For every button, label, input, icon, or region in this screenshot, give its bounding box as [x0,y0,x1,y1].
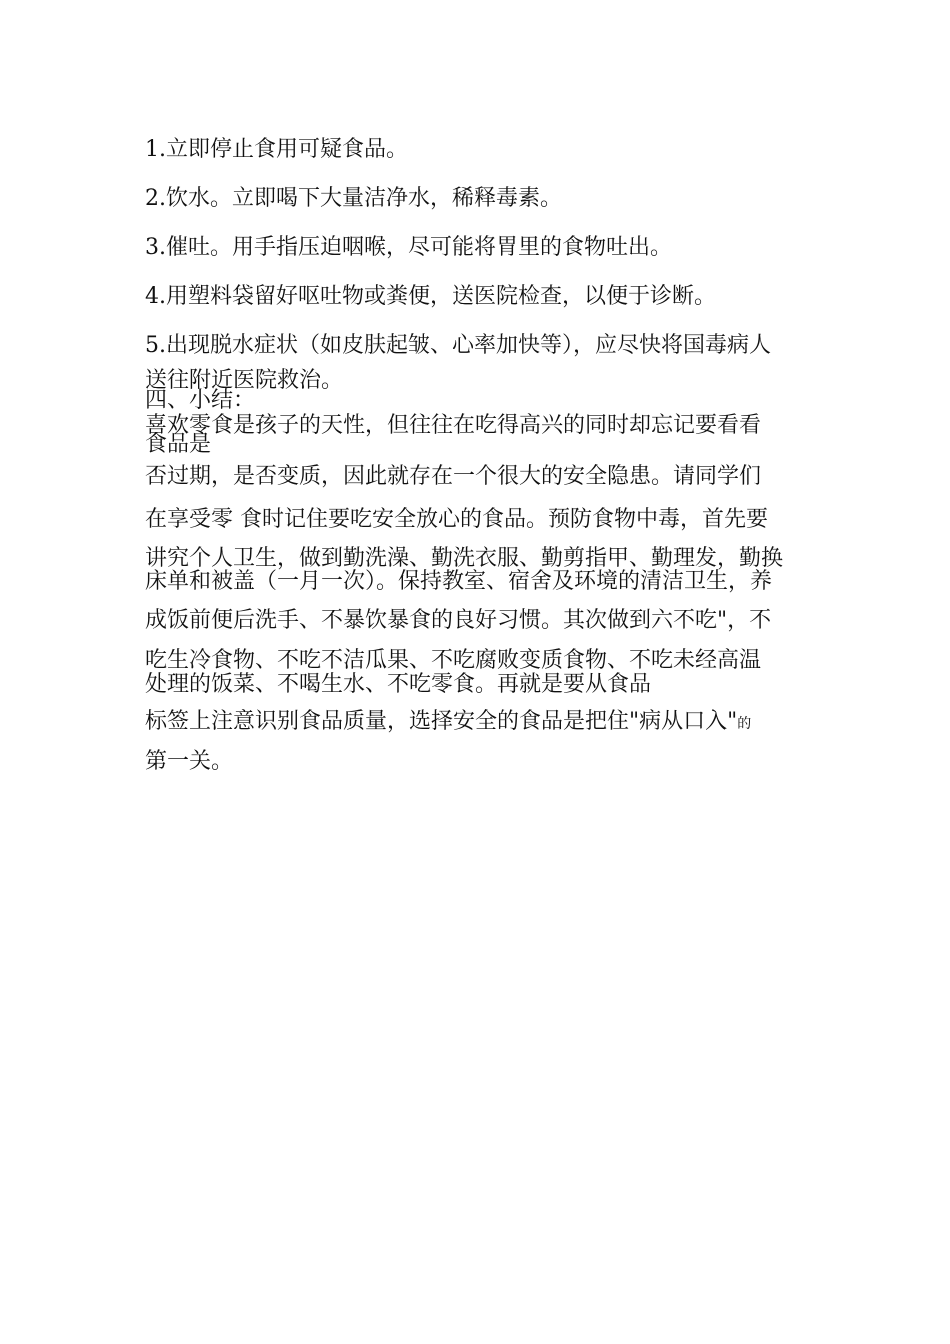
summary-line-6: 床单和被盖（一月一次）。保持教室、宿舍及环境的清洁卫生，养 [145,569,773,594]
step-2: 2.饮水。立即喝下大量洁净水，稀释毒素。 [145,186,562,211]
step-4: 4.用塑料袋留好呕吐物或粪便，送医院检查，以便于诊断。 [145,284,716,309]
summary-heading: 四、小结： [145,388,256,413]
summary-line-10 [145,707,810,737]
step-5-continuation: 送往附近医院救治。 [145,368,344,393]
step-3: 3.催吐。用手指压迫咽喉，尽可能将胃里的食物吐出。 [145,235,672,260]
step-5: 5.出现脱水症状（如皮肤起皱、心率加快等），应尽快将国毒病人 [145,333,771,358]
summary-line-7: 成饭前便后洗手、不暴饮暴食的良好习惯。其次做到六不吃"，不 [145,608,772,633]
summary-final-line: 第一关。 [145,749,234,774]
step-1: 1.立即停止食用可疑食品。 [145,137,408,162]
summary-line-3: 否过期，是否变质，因此就存在一个很大的安全隐患。请同学们 [145,464,762,489]
summary-line-10-small: 的 [737,716,752,732]
summary-line-4: 在享受零 食时记住要吃安全放心的食品。预防食物中毒，首先要 [145,507,768,532]
summary-line-2: 食品是 [145,432,212,457]
summary-line-5: 讲究个人卫生，做到勤洗澡、勤洗衣服、勤剪指甲、勤理发，勤换 [145,546,784,571]
summary-line-1: 喜欢零食是孩子的天性，但往往在吃得高兴的同时却忘记要看看 [145,413,762,438]
summary-line-9: 处理的饭菜、不喝生水、不吃零食。再就是要从食品 [145,672,652,697]
document-body [145,135,810,777]
summary-line-10-main: 标签上注意识别食品质量，选择安全的食品是把住"病从口入" [145,709,738,734]
summary-line-8: 吃生冷食物、不吃不洁瓜果、不吃腐败变质食物、不吃未经高温 [145,648,762,673]
